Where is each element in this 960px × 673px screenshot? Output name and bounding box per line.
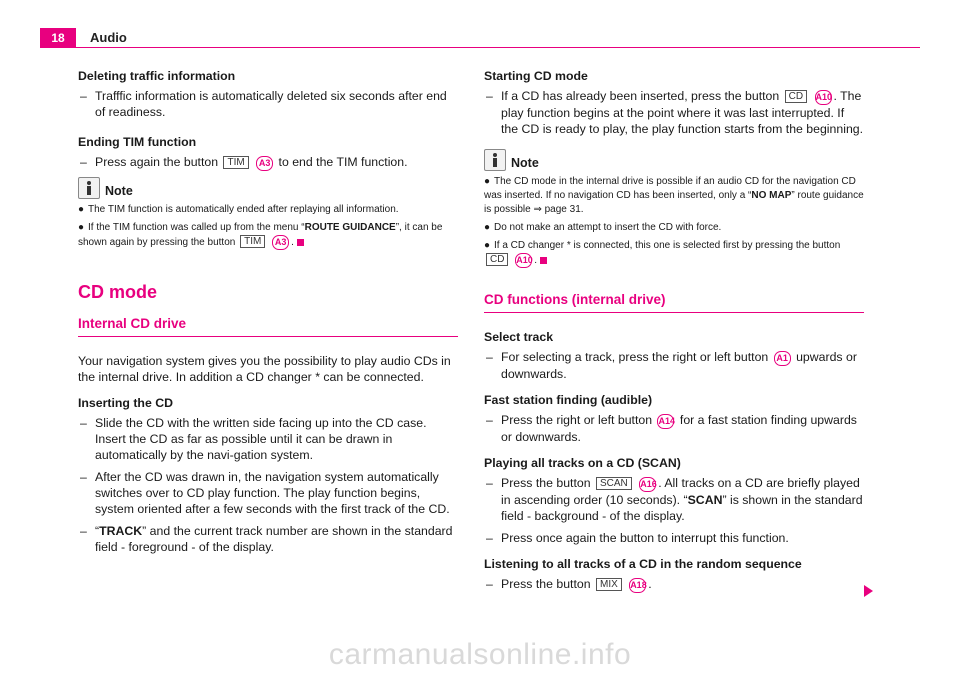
heading-ending-tim: Ending TIM function	[78, 135, 197, 149]
tim-key: TIM	[223, 156, 248, 169]
heading-random: Listening to all tracks of a CD in the random sequence	[484, 557, 802, 571]
heading-inserting-cd: Inserting the CD	[78, 396, 173, 410]
page-header	[40, 0, 920, 48]
marker-a1: A1	[774, 351, 791, 366]
scan-key: SCAN	[596, 477, 632, 490]
note-bullet: ● The TIM function is automatically ended after replaying all information.	[78, 204, 399, 215]
cd-functions-title: CD functions (internal drive)	[484, 292, 864, 313]
section-title: Audio	[90, 30, 127, 45]
end-marker	[540, 257, 547, 264]
cd-mode-title: CD mode	[78, 282, 158, 302]
step-insert-2: – After the CD was drawn in, the navigation system automatically switches over to CD play function. The play function begins, system oriented after a few seconds with the first track of the CD.	[80, 470, 450, 516]
heading-starting-cd: Starting CD mode	[484, 69, 588, 83]
step-insert-1: – Slide the CD with the written side facing up into the CD case. Insert the CD as far as possible until it can be drawn in automatically by the navi-gation system.	[80, 416, 427, 462]
note-bullet: ● If a CD changer * is connected, this one is selected first by pressing the button CD A10.	[484, 240, 841, 266]
intro-paragraph: Your navigation system gives you the possibility to play audio CDs in the internal drive. In addition a CD changer * can be connected.	[78, 354, 451, 384]
note-bullet: ● The CD mode in the internal drive is possible if an audio CD for the navigation CD was inserted. If no navigation CD has been inserted, only a “NO MAP” route guidance is possible ⇒ page 31.	[484, 176, 864, 215]
left-column	[78, 68, 458, 561]
watermark: carmanualsonline.info	[328, 638, 632, 671]
step-ending-tim: – Press again the button TIM A3 to end the TIM function.	[80, 155, 408, 169]
note-heading: Note	[78, 177, 458, 199]
step-starting-cd: – If a CD has already been inserted, press the button CD A10. The play function begins at the point where it was last interrupted. If the CD is ready to play, the play function starts from the beginning.	[486, 89, 864, 136]
cd-key: CD	[486, 253, 508, 266]
step-scan-2: – Press once again the button to interrupt this function.	[486, 531, 789, 545]
note-bullet: ● Do not make an attempt to insert the CD with force.	[484, 222, 722, 233]
marker-a16: A16	[639, 477, 656, 492]
tim-key: TIM	[240, 235, 265, 248]
right-column	[484, 68, 864, 599]
marker-a3: A3	[256, 156, 273, 171]
marker-a14: A14	[657, 414, 674, 429]
page-number: 18	[40, 28, 76, 48]
step-fast-finding: – Press the right or left button A14 for a fast station finding upwards or downwards.	[486, 413, 857, 444]
header-rule	[40, 47, 920, 48]
mix-key: MIX	[596, 578, 622, 591]
step-scan-1: – Press the button SCAN A16. All tracks on a CD are briefly played in ascending order (10 seconds). “SCAN” is shown in the standard field - background - of the display.	[486, 476, 863, 523]
end-marker	[297, 239, 304, 246]
step-deleting-traffic: – Trafffic information is automatically deleted six seconds after end of readiness.	[80, 89, 447, 119]
info-note-icon	[484, 149, 506, 171]
step-select-track: – For selecting a track, press the right or left button A1 upwards or downwards.	[486, 350, 857, 381]
info-note-icon	[78, 177, 100, 199]
marker-a3: A3	[272, 235, 289, 250]
note-bullet: ● If the TIM function was called up from the menu “ROUTE GUIDANCE”, it can be shown again by pressing the button TIM A3 .	[78, 222, 443, 248]
heading-select-track: Select track	[484, 330, 554, 344]
continue-arrow-icon	[864, 585, 873, 597]
marker-a10: A10	[815, 90, 832, 105]
internal-cd-drive-title: Internal CD drive	[78, 316, 458, 337]
marker-a18: A18	[629, 578, 646, 593]
marker-a10: A10	[515, 253, 532, 268]
cd-key: CD	[785, 90, 807, 103]
note-heading: Note	[484, 149, 864, 171]
step-random: – Press the button MIX A18.	[486, 577, 652, 591]
heading-deleting-traffic: Deleting traffic information	[78, 69, 236, 83]
heading-scan: Playing all tracks on a CD (SCAN)	[484, 456, 681, 470]
step-insert-3: – “TRACK” and the current track number are shown in the standard field - foreground - of the display.	[80, 524, 453, 554]
heading-fast-finding: Fast station finding (audible)	[484, 393, 653, 407]
